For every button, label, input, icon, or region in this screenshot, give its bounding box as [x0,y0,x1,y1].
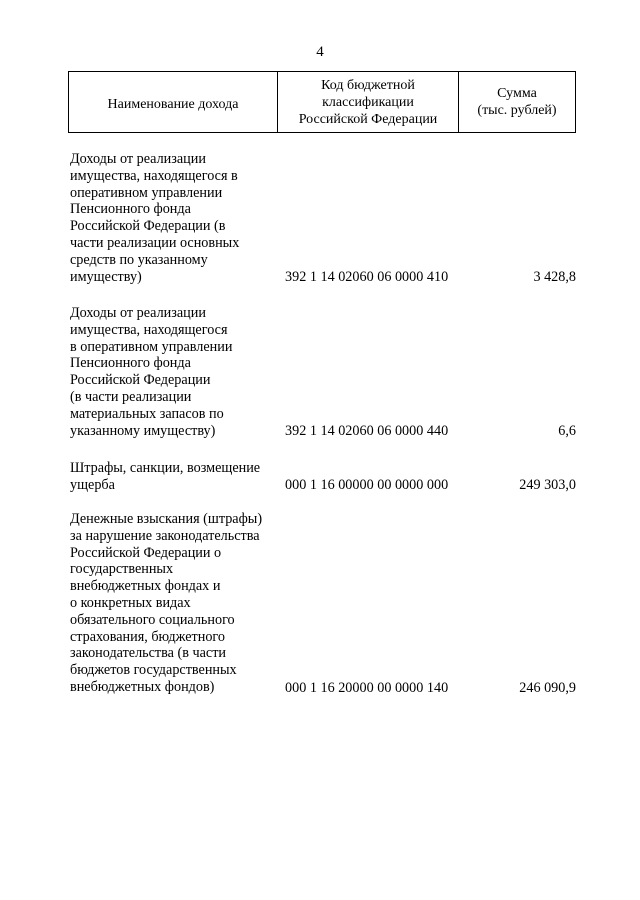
page-number: 4 [316,44,324,60]
table-row [70,511,576,701]
row-amount: 3 428,8 [533,269,576,285]
row-amount: 246 090,9 [519,680,576,696]
row-amount: 249 303,0 [519,477,576,493]
table-row [70,151,576,291]
table-row [70,305,576,445]
row-budget-code: 000 1 16 20000 00 0000 140 [285,680,449,696]
header-budget-code-label: Код бюджетной классификации Российской Федерации [298,77,438,127]
row-income-name: Денежные взыскания (штрафы) за нарушение законодательства Российской Федерации о государственных внебюджетных фондах и о конкретных видах обязательного социального страхования, бюджетного законодательства (в части бюджетов государственных внебюджетных фондов) [70,511,263,695]
header-income-name [69,72,278,132]
table-row [70,460,576,496]
row-amount: 6,6 [558,423,576,439]
row-income-name: Штрафы, санкции, возмещение ущерба [70,460,261,493]
header-amount [459,72,575,132]
header-amount-label: Сумма (тыс. рублей) [477,86,557,118]
row-budget-code: 392 1 14 02060 06 0000 440 [285,423,449,439]
row-budget-code: 392 1 14 02060 06 0000 410 [285,269,449,285]
row-budget-code: 000 1 16 00000 00 0000 000 [285,477,449,493]
header-budget-code [278,72,459,132]
row-income-name: Доходы от реализации имущества, находящегося в оперативном управлении Пенсионного фонда Российской Федерации (в части реализации основных средств по указанному имуществу) [70,151,240,285]
table-header [68,71,576,133]
row-income-name: Доходы от реализации имущества, находящегося в оперативном управлении Пенсионного фонда Российской Федерации (в части реализации материальных запасов по указанному имуществу) [70,305,233,439]
header-income-name-label: Наименование дохода [107,96,239,112]
